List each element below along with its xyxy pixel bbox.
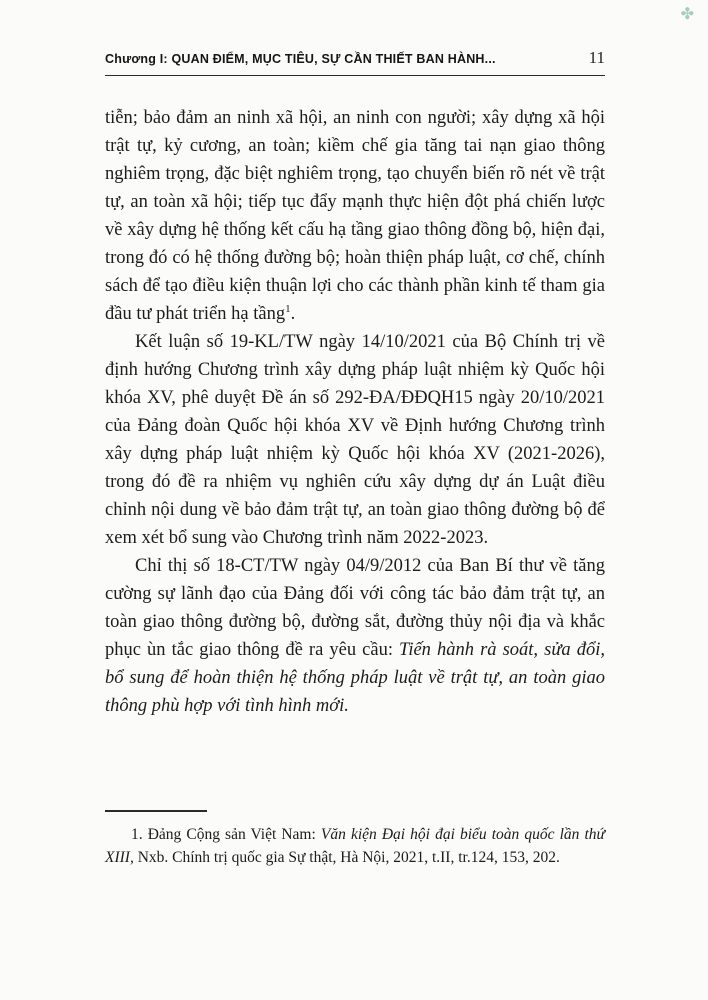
- paragraph-3-text: Chỉ thị số 18-CT/TW ngày 04/9/2012 của Ban Bí thư về tăng cường sự lãnh đạo của Đảng đối với công tác bảo đảm trật tự, an toàn giao thông đường bộ, đường sắt, đường thủy nội địa và khắc phục ùn tắc giao thông đề ra yêu cầu:: [105, 556, 605, 660]
- footnote-cited-title: Văn kiện Đại hội đại biểu toàn quốc lần thứ XIII,: [105, 826, 606, 866]
- running-head-chapter: Chương I: QUAN ĐIỂM, MỤC TIÊU, SỰ CẦN THIẾT BAN HÀNH...: [105, 52, 496, 66]
- paragraph-chithi-18: [105, 552, 605, 720]
- flower-icon: ✤: [680, 6, 694, 23]
- page-header: [105, 48, 605, 76]
- paragraph-continuation: [105, 104, 605, 328]
- page-number: 11: [588, 48, 605, 67]
- paragraph-ketluan-19: Kết luận số 19-KL/TW ngày 14/10/2021 của Bộ Chính trị về định hướng Chương trình xây dựng pháp luật nhiệm kỳ Quốc hội khóa XV, phê duyệt Đề án số 292-ĐA/ĐĐQH15 ngày 20/10/2021 của Đảng đoàn Quốc hội khóa XV về Định hướng Chương trình xây dựng pháp luật nhiệm kỳ Quốc hội khóa XV (2021-2026), trong đó đề ra nhiệm vụ nghiên cứu xây dựng dự án Luật điều chỉnh nội dung về bảo đảm trật tự, an toàn giao thông đường bộ để xem xét bổ sung vào Chương trình năm 2022-2023.: [105, 332, 605, 548]
- footnote-separator-rule: [105, 810, 207, 812]
- paragraph-3-quoted-requirement: Tiến hành rà soát, sửa đổi, bổ sung để hoàn thiện hệ thống pháp luật về trật tự, an toàn giao thông phù hợp với tình hình mới.: [105, 640, 606, 716]
- footnote-rest: Nxb. Chính trị quốc gia Sự thật, Hà Nội, 2021, t.II, tr.124, 153, 202.: [133, 848, 560, 866]
- body-text-column: [105, 104, 605, 720]
- footnote: [105, 824, 605, 869]
- paragraph-1-period: .: [290, 304, 296, 324]
- footnote-lead: 1. Đảng Cộng sản Việt Nam:: [131, 826, 321, 843]
- paragraph-1-text: tiễn; bảo đảm an ninh xã hội, an ninh con người; xây dựng xã hội trật tự, kỷ cương, an toàn; kiềm chế gia tăng tai nạn giao thông nghiêm trọng, đặc biệt nghiêm trọng, tạo chuyển biến rõ nét về trật tự, an toàn xã hội; tiếp tục đẩy mạnh thực hiện đột phá chiến lược về xây dựng hệ thống kết cấu hạ tầng giao thông đồng bộ, hiện đại, trong đó có hệ thống đường bộ; hoàn thiện pháp luật, cơ chế, chính sách để tạo điều kiện thuận lợi cho các thành phần kinh tế tham gia đầu tư phát triển hạ tầng: [105, 108, 605, 324]
- footnote-reference-marker: 1: [285, 302, 291, 315]
